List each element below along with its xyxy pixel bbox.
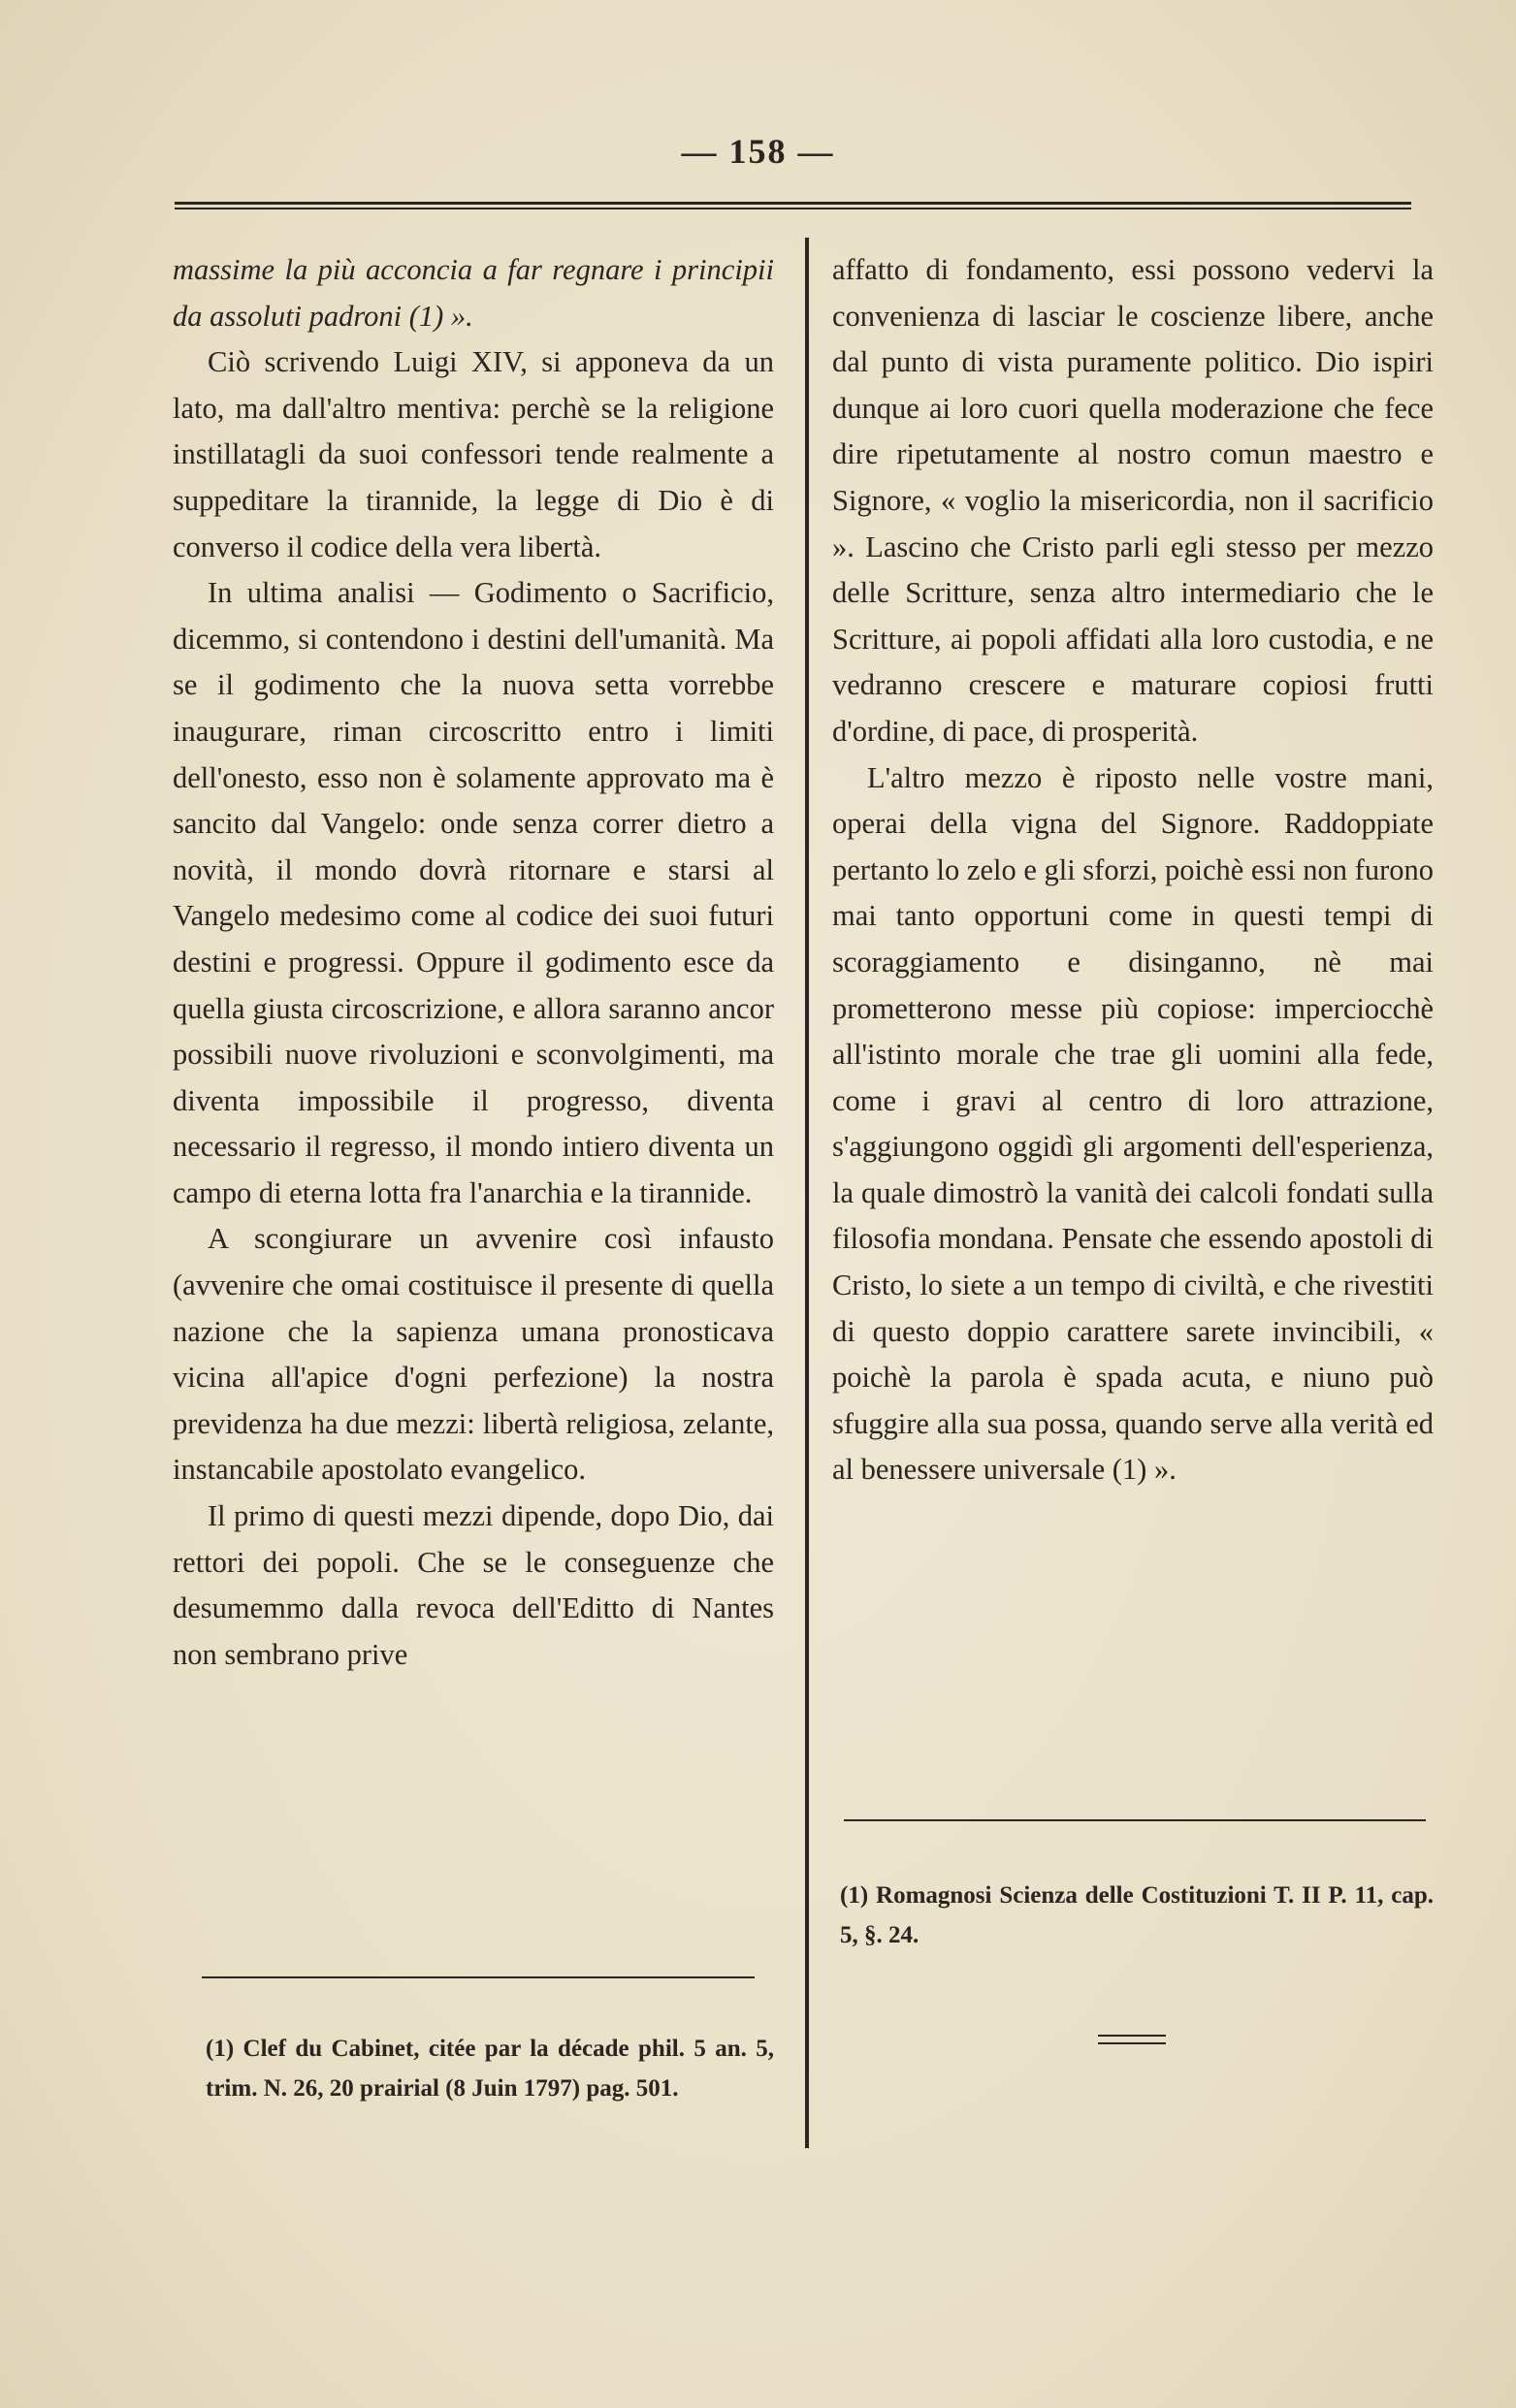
- paragraph: In ultima analisi — Godimento o Sacrificio, dicemmo, si contendono i destini dell'umanità. Ma se il godimento che la nuova setta vorrebbe inaugurare, riman circoscritto entro i limiti dell'onesto, esso non è solamente approvato ma è sancito dal Vangelo: onde senza correr dietro a novità, il mondo dovrà ritornare e starsi al Vangelo medesimo come al codice dei suoi futuri destini e progressi. Oppure il godimento esce da quella giusta circoscrizione, e allora saranno ancor possibili nuove rivoluzioni e sconvolgimenti, ma diventa impossibile il progresso, diventa necessario il regresso, il mondo intiero diventa un campo di eterna lotta fra l'anarchia e la tirannide.: [173, 576, 774, 1209]
- page-number: — 158 —: [681, 132, 835, 171]
- paragraph: Il primo di questi mezzi dipende, dopo Dio, dai rettori dei popoli. Che se le conseguenze che desumemmo dalla revoca dell'Editto di Nantes non sembrano prive: [173, 1499, 774, 1671]
- paragraph: affatto di fondamento, essi possono vedervi la convenienza di lasciar le coscienze libere, anche dal punto di vista puramente politico. Dio ispiri dunque ai loro cuori quella moderazione che fece dire ripetutamente al nostro comun maestro e Signore, « voglio la misericordia, non il sacrificio ». Lascino che Cristo parli egli stesso per mezzo delle Scritture, senza altro intermediario che le Scritture, ai popoli affidati alla loro custodia, e ne vedranno crescere e maturare copiosi frutti d'ordine, di pace, di prosperità.: [832, 253, 1434, 748]
- paragraph: L'altro mezzo è riposto nelle vostre mani, operai della vigna del Signore. Raddoppiate pertanto lo zelo e gli sforzi, poichè essi non furono mai tanto opportuni come in questi tempi di scoraggiamento e disinganno, nè mai prometterono messe più copiose: imperciocchè all'istinto morale che trae gli uomini alla fede, come i gravi al centro di loro attrazione, s'aggiungono oggidì gli argomenti dell'esperienza, la quale dimostrò la vanità dei calcoli fondati sulla filosofia mondana. Pensate che essendo apostoli di Cristo, lo siete a un tempo di civiltà, e che rivestiti di questo doppio carattere sarete invincibili, « poichè la parola è spada acuta, e niuno può sfuggire alla sua possa, quando serve alla verità ed al benessere universale (1) ».: [832, 760, 1434, 1487]
- paragraph: A scongiurare un avvenire così infausto (avvenire che omai costituisce il presente di quella nazione che la sapienza umana pronosticava vicina all'apice d'ogni perfezione) la nostra previdenza ha due mezzi: libertà religiosa, zelante, instancabile apostolato evangelico.: [173, 1222, 774, 1487]
- end-ornament: [1098, 2035, 1166, 2044]
- footnote-rule: [844, 1819, 1426, 1821]
- footnote-right: (1) Romagnosi Scienza delle Costituzioni T. II P. 11, cap. 5, §. 24.: [840, 1882, 1434, 1948]
- column-divider: [805, 238, 809, 2148]
- footnote-left: (1) Clef du Cabinet, citée par la décade phil. 5 an. 5, trim. N. 26, 20 prairial (8 Juin 1797) pag. 501.: [206, 2036, 774, 2102]
- footnote-rule: [202, 1976, 755, 1978]
- left-column: [173, 247, 774, 1678]
- paragraph: massime la più acconcia a far regnare i principii da assoluti padroni (1) ».: [173, 253, 774, 333]
- paragraph: Ciò scrivendo Luigi XIV, si apponeva da un lato, ma dall'altro mentiva: perchè se la religione instillatagli da suoi confessori tende realmente a suppeditare la tirannide, la legge di Dio è di converso il codice della vera libertà.: [173, 345, 774, 563]
- right-column: [832, 247, 1434, 1493]
- header-rule: [175, 202, 1411, 209]
